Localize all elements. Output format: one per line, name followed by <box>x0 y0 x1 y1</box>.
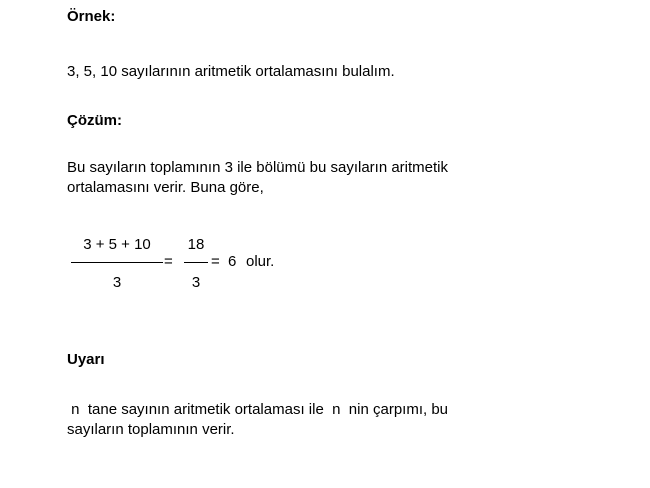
formula-result: 6 <box>228 253 237 270</box>
example-text: 3, 5, 10 sayılarının aritmetik ortalamasını bulalım. <box>67 63 395 80</box>
warning-heading: Uyarı <box>67 351 105 368</box>
solution-line-1: Bu sayıların toplamının 3 ile bölümü bu sayıların aritmetik <box>67 159 449 176</box>
fraction-result <box>184 236 208 296</box>
fraction-result-numerator: 18 <box>187 236 205 253</box>
fraction-result-bar <box>184 262 208 263</box>
solution-line-2: ortalamasını verir. Buna göre, <box>67 179 264 196</box>
fraction-result-denominator: 3 <box>191 274 201 291</box>
example-heading: Örnek: <box>67 8 116 25</box>
fraction-sum-denominator: 3 <box>112 274 122 291</box>
equals-sign-1: = <box>164 253 173 270</box>
fraction-sum <box>71 236 163 296</box>
fraction-sum-bar <box>71 262 163 263</box>
formula-suffix: olur. <box>246 253 275 270</box>
solution-heading: Çözüm: <box>67 112 122 129</box>
fraction-sum-numerator: 3 + 5 + 10 <box>83 236 151 253</box>
warning-line-1: n tane sayının aritmetik ortalaması ile n nin çarpımı, bu <box>67 401 449 418</box>
warning-line-2: sayıların toplamının verir. <box>67 421 235 438</box>
equals-sign-2: = <box>211 253 220 270</box>
